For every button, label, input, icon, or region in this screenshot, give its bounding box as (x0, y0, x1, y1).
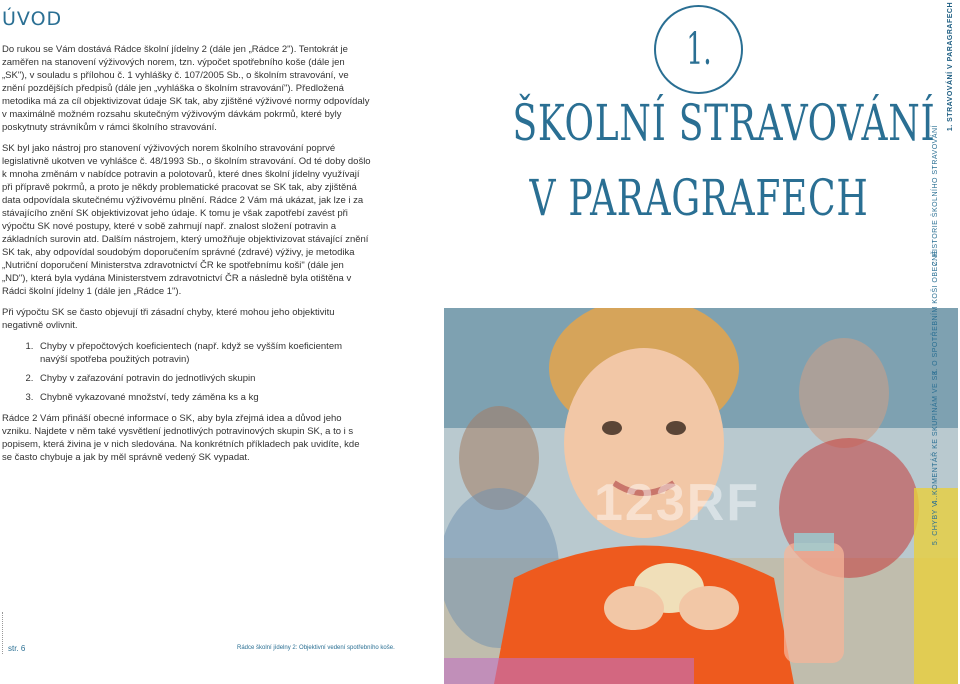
side-chapter-nav (920, 0, 960, 684)
side-nav-item-4[interactable]: 4. KOMENTÁŘ KE SKUPINÁM VE SK (932, 370, 939, 505)
chapter-number: 1. (685, 24, 712, 75)
body-text (2, 43, 372, 472)
chapter-title-line-2: V PARAGRAFECH (529, 169, 869, 227)
side-nav-item-1[interactable]: 1. STRAVOVÁNÍ V PARAGRAFECH (947, 2, 954, 132)
intro-paragraph-2: SK byl jako nástroj pro stanovení výživových norem školního stravování poprvé legislativně ukotven ve vyhlášce č. 48/1993 Sb., o školním stravování. Od té doby došlo k mnoha změnám v nabídce potravin a polotovarů, které dnes školní jídelny využívají při přípravě pokrmů, a proto je někdy problematické pracovat se SK tak, aby zjištěná data odpovídala skutečnému výživovému plnění. Rádce 2 Vám má ukázat, jak lze i za stávajícího znění SK objektivizovat jeho údaje. K tomu je však zapotřebí zavést při výpočtu SK nové postupy, které v sobě zahrnují např. znalost složení potravin a základních surovin atd. Dalším nástrojem, který umožňuje objektivizovat stávající znění SK tak, aby odpovídal soudobým doporučením správné (zdravé) výživy, je metodika „Nutriční doporučení Ministerstva zdravotnictví ČR ke spotřebnímu koši" (dále jen „ND"), která byla vydána Ministerstvem zdravotnictví ČR a následně byla otištěna v Rádci školní jídelny 1 (dále jen „Rádce 1"). (2, 143, 371, 297)
list-item: 1. Chyby v přepočtových koeficientech (např. když se vyšším koeficientem navýší spotřeba použitých potravin) (36, 340, 372, 366)
child-eating-photo (444, 308, 958, 684)
intro-paragraph-3: Při výpočtu SK se často objevují tři zásadní chyby, které mohou jeho objektivitu negativně ovlivnit. (2, 307, 335, 331)
chapter-title-line-1: ŠKOLNÍ STRAVOVÁNÍ (512, 94, 936, 152)
chapter-title (440, 84, 958, 228)
chapter-number-circle (654, 5, 743, 94)
side-nav-item-5[interactable]: 5. CHYBY V... (932, 495, 939, 546)
side-nav-item-3[interactable]: 3. O SPOTŘEBNÍM KOŠI OBECNĚ (932, 250, 939, 376)
margin-dotted-line (2, 612, 3, 654)
list-item: 3. Chybně vykazované množství, tedy záměna ks a kg (36, 391, 372, 404)
intro-paragraph-1: Do rukou se Vám dostává Rádce školní jídelny 2 (dále jen „Rádce 2"). Tentokrát je zaměřen na stanovení výživových norem, tzn. výpočet spotřebního koše (dále jen „SK"), v souladu s přílohou č. 1 vyhlášky č. 107/2005 Sb., o školním stravování, ve znění pozdějších předpisů (dále jen „vyhláška o školním stravování"). Předložená metodika má za cíl objektivizovat údaje SK tak, aby zjištěné výživové normy odpovídaly v maximálně možném rozsahu skutečným výživovým dávkám pokrmů, které byly poskytnuty strávníkům v rámci školního stravování. (2, 44, 370, 133)
watermark-text: 123RF (594, 474, 761, 532)
errors-list (2, 340, 372, 404)
side-nav-item-2[interactable]: 2. HISTORIE ŠKOLNÍHO STRAVOVÁNÍ (932, 125, 939, 266)
section-title: ÚVOD (2, 8, 63, 30)
running-title: Rádce školní jídelny 2: Objektivní vedení spotřebního koše. (237, 645, 395, 651)
page-number: str. 6 (8, 644, 26, 653)
list-item: 2. Chyby v zařazování potravin do jednotlivých skupin (36, 372, 372, 385)
closing-paragraph: Rádce 2 Vám přináší obecné informace o SK, aby byla zřejmá idea a důvod jeho vzniku. Najdete v něm také vysvětlení jednotlivých potravinových skupin SK, a to i s popisem, která živina je v nich sledována. Na konkrétních příkladech pak uvidíte, kde se často chybuje a jak by měl správně vedený SK vypadat. (2, 413, 360, 463)
left-page (0, 0, 440, 684)
right-page (440, 0, 960, 684)
